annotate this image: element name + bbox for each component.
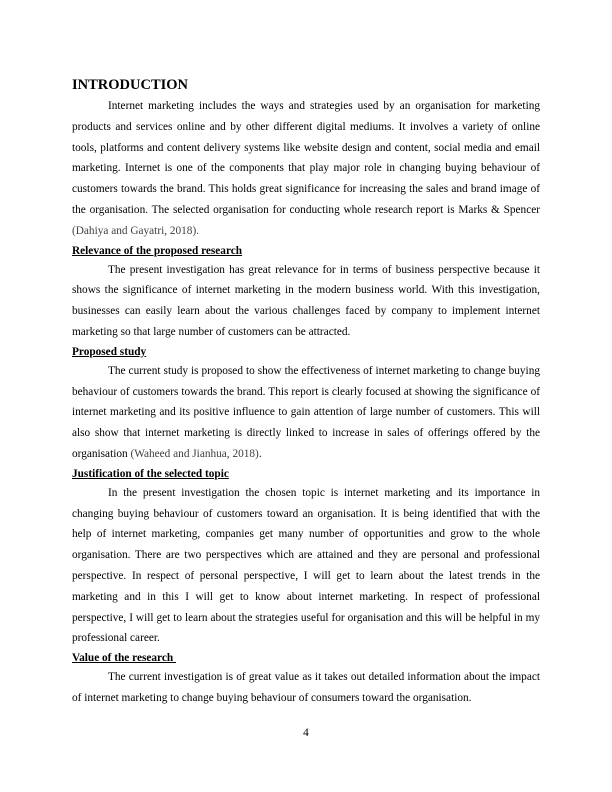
proposed-study-paragraph xyxy=(72,361,540,465)
value-paragraph: The current investigation is of great value as it takes out detailed information about the impact of internet marketing to change buying behaviour of consumers toward the organisation. xyxy=(72,671,540,704)
intro-paragraph-text: Internet marketing includes the ways and strategies used by an organisation for marketing products and services online and by other different digital mediums. It involves a variety of online tools, platforms and content delivery systems like website design and content, social media and email marketing. Internet is one of the components that play major role in changing buying behaviour of customers towards the brand. This holds great significance for increasing the sales and brand image of the organisation. The selected organisation for conducting whole research report is Marks & Spencer xyxy=(72,100,540,216)
relevance-paragraph: The present investigation has great relevance for in terms of business perspective because it shows the significance of internet marketing in the modern business world. With this investigation, businesses can easily learn about the various challenges faced by company to implement internet marketing so that large number of customers can be attracted. xyxy=(72,263,540,338)
page-title: INTRODUCTION xyxy=(72,77,189,93)
document-page xyxy=(72,76,540,709)
proposed-study-heading: Proposed study xyxy=(72,345,147,358)
proposed-study-text: The current study is proposed to show the effectiveness of internet marketing to change buying behaviour of customers towards the brand. This report is clearly focused at showing the significance of internet marketing and its positive influence to gain attention of large number of customers. This will also show that internet marketing is directly linked to increase in sales of offerings offered by the organisation xyxy=(72,364,540,460)
proposed-study-citation: (Waheed and Jianhua, 2018) xyxy=(130,447,259,460)
intro-paragraph xyxy=(72,96,540,242)
intro-citation: (Dahiya and Gayatri, 2018). xyxy=(72,224,200,237)
proposed-study-tail: . xyxy=(258,447,262,460)
justification-paragraph: In the present investigation the chosen topic is internet marketing and its importance in changing buying behaviour of customers toward an organisation. It is being identified that with the help of internet marketing, companies get many number of opportunities and grow to the whole organisation. There are two perspectives which are attained and they are personal and professional perspective. In respect of personal perspective, I will get to learn about the latest trends in the marketing and in this I will get to know about internet marketing. In respect of professional perspective, I will get to learn about the strategies useful for organisation and this will be helpful in my professional career. xyxy=(72,486,540,645)
value-heading: Value of the research xyxy=(72,652,176,665)
relevance-heading: Relevance of the proposed research xyxy=(72,244,243,257)
justification-heading: Justification of the selected topic xyxy=(72,467,229,480)
page-number: 4 xyxy=(303,727,309,739)
